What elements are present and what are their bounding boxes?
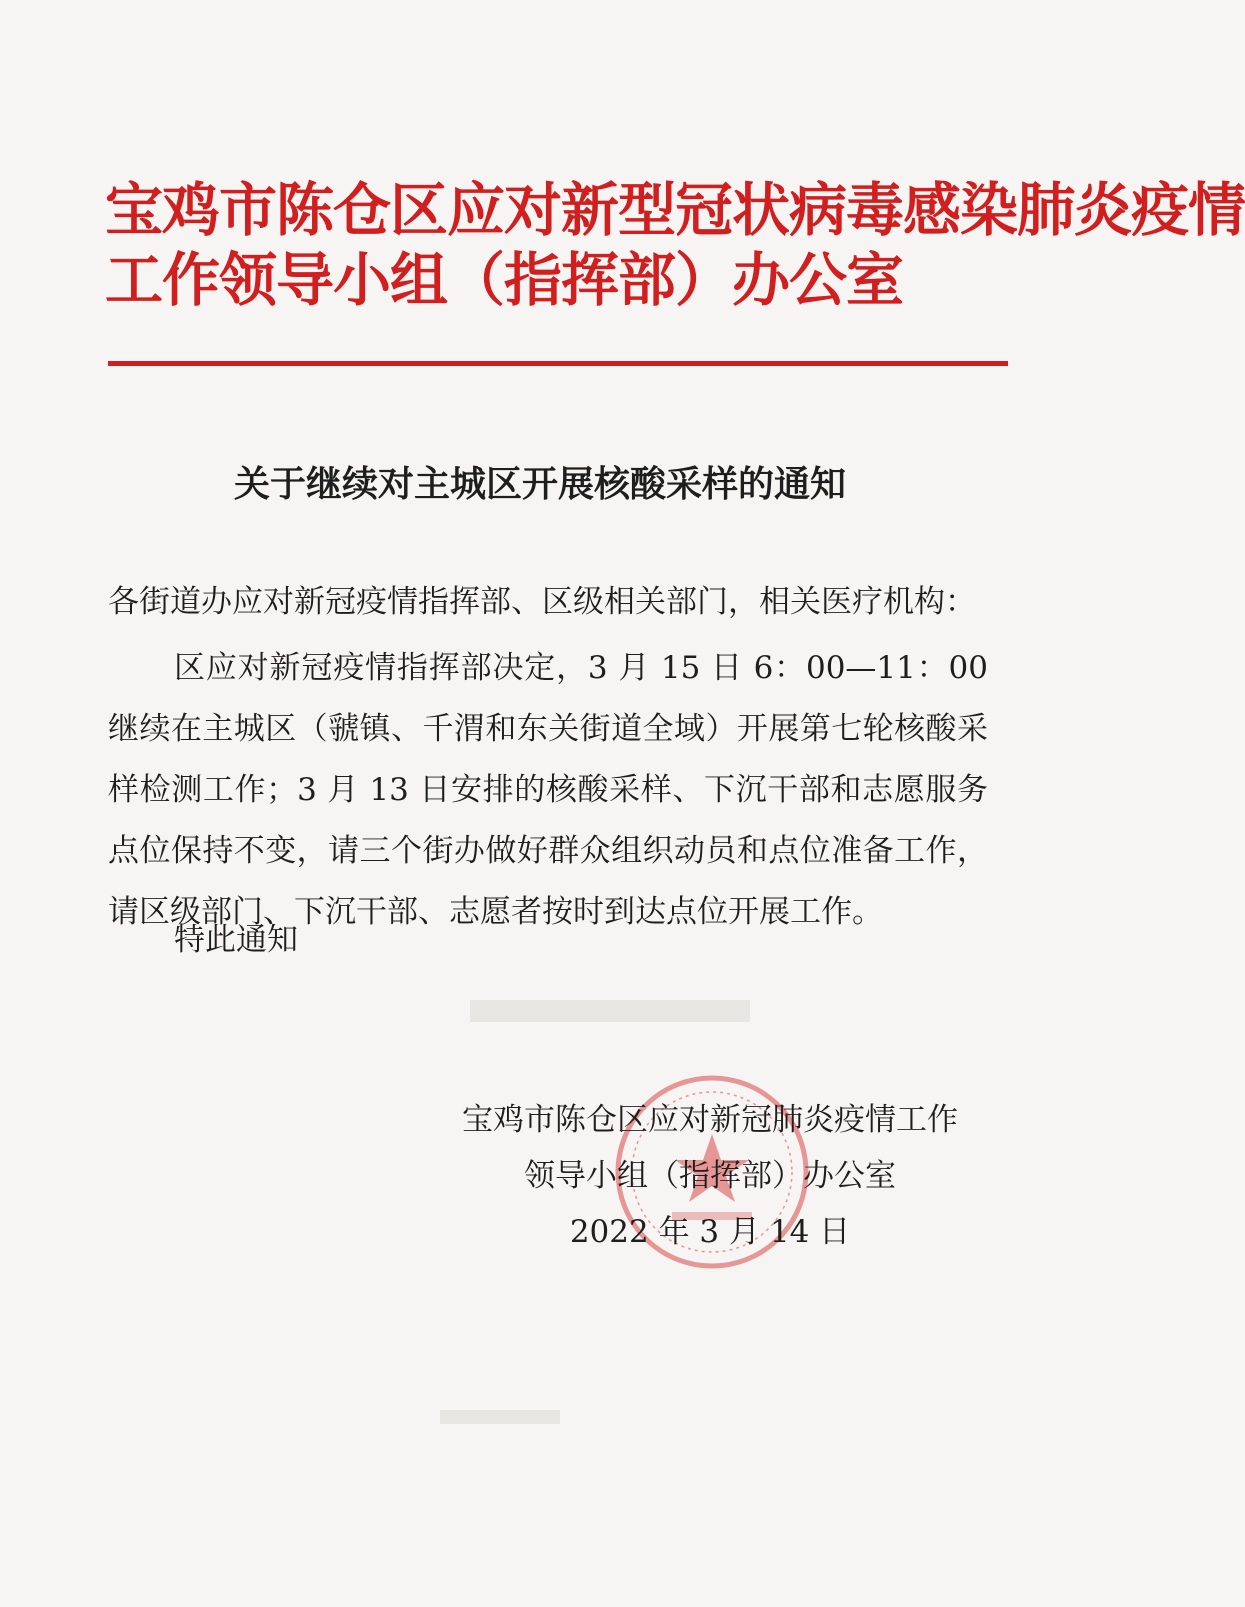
letterhead [105, 175, 1245, 315]
signature-org-line-2: 领导小组（指挥部）办公室 [524, 1158, 896, 1194]
signature-date: 2022 年 3 月 14 日 [569, 1214, 851, 1250]
scan-smudge [470, 1000, 750, 1022]
letterhead-line-1: 宝鸡市陈仓区应对新型冠状病毒感染肺炎疫情 [105, 176, 1245, 244]
closing-phrase: 特此通知 [174, 922, 298, 958]
notice-title: 关于继续对主城区开展核酸采样的通知 [233, 463, 846, 505]
scan-smudge [440, 1410, 560, 1424]
letterhead-line-2: 工作领导小组（指挥部）办公室 [105, 246, 904, 314]
salutation: 各街道办应对新冠疫情指挥部、区级相关部门，相关医疗机构： [108, 584, 976, 620]
letterhead-divider [108, 361, 1008, 366]
signature-block [430, 1092, 990, 1260]
signature-org-line-1: 宝鸡市陈仓区应对新冠肺炎疫情工作 [462, 1102, 958, 1138]
notice-body: 区应对新冠疫情指挥部决定，3 月 15 日 6：00—11：00 继续在主城区（虢镇、千渭和东关街道全域）开展第七轮核酸采样检测工作；3 月 13 日安排的核酸采样、下沉干部和志愿服务点位保持不变，请三个街办做好群众组织动员和点位准备工作，请区级部门、下沉干部、志愿者按时到达点位开展工作。 [108, 650, 988, 930]
